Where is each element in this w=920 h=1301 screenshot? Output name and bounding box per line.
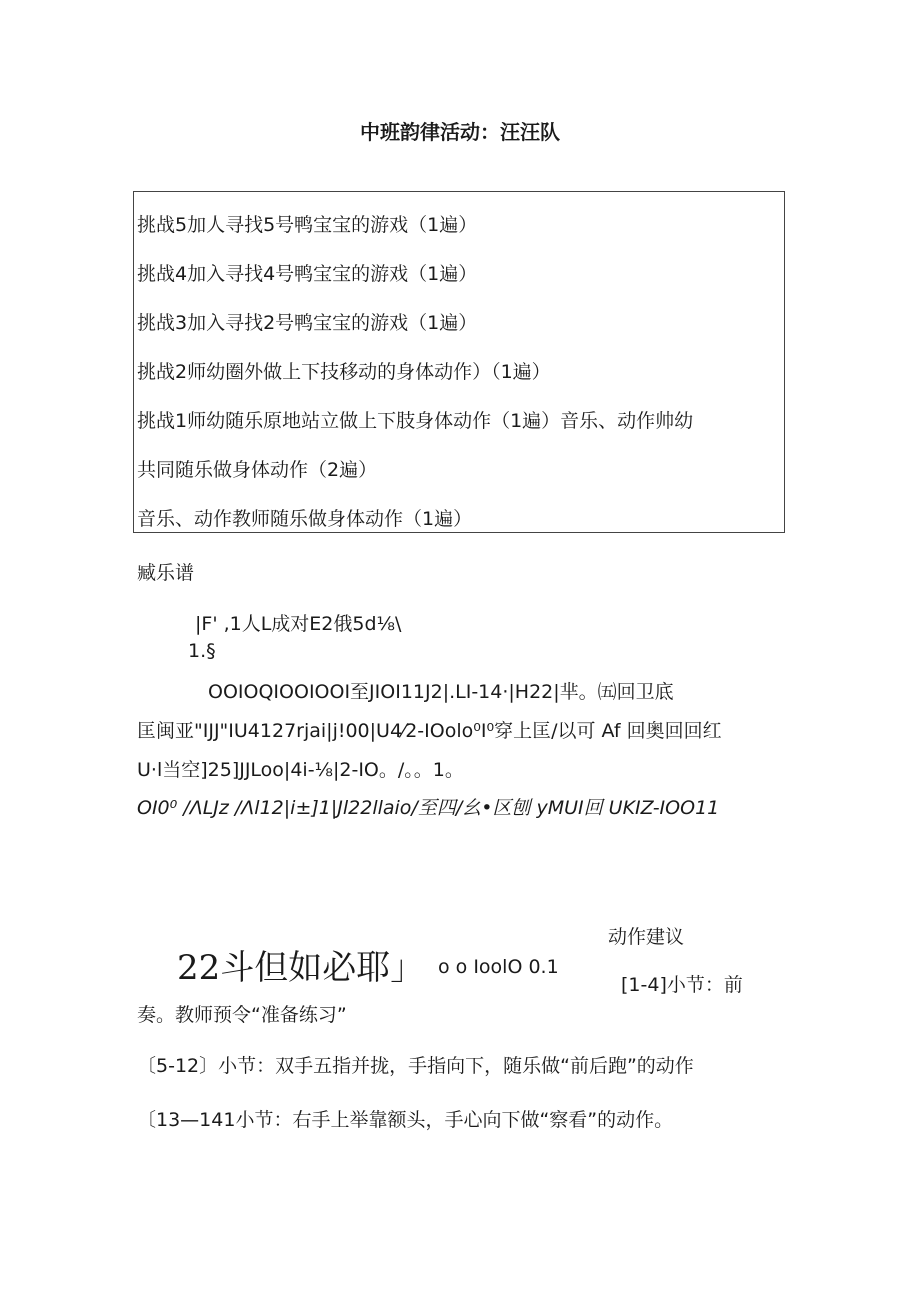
step-line: 挑战3加入寻找2号鸭宝宝的游戏（1遍） bbox=[137, 312, 478, 334]
page-title: 中班韵律活动：汪汪队 bbox=[360, 120, 560, 144]
step-line: 挑战5加人寻找5号鸭宝宝的游戏（1遍） bbox=[137, 214, 478, 236]
suggestion-paragraph: 〔5-12〕小节：双手五指并拢，手指向下，随乐做“前后跑”的动作 bbox=[137, 1055, 694, 1077]
suggestion-first-line: [1-4]小节：前 bbox=[621, 974, 743, 996]
score-line: OI0⁰ /ΛLJz /Λl12|i±]1|Jl22llaio/至四/幺•区刨 yMUI回 UKIZ-IOO11 bbox=[137, 797, 720, 819]
handwritten-score: 22斗但如必耶」 bbox=[177, 948, 425, 988]
score-line: 匡闽亚"IJJ"IU4127rjai|j!00|U4⁄2-IOolo⁰I⁰穿上匡/以可 Af 回奥回回红 bbox=[137, 720, 722, 742]
step-line: 挑战1师幼随乐原地站立做上下肢身体动作（1遍）音乐、动作帅幼 bbox=[137, 410, 694, 432]
step-line: 挑战4加入寻找4号鸭宝宝的游戏（1遍） bbox=[137, 263, 478, 285]
step-line: 挑战2师幼圈外做上下技移动的身体动作）（1遍） bbox=[137, 361, 551, 383]
step-line: 共同随乐做身体动作（2遍） bbox=[137, 459, 378, 481]
score-line: OOIOQIOOIOOI至JIOI11J2|.LI-14·|H22|芈。㈤回卫底 bbox=[208, 681, 674, 703]
score-line: |F' ,1人L成对E2俄5d⅛\ bbox=[195, 613, 402, 635]
score-heading: 臧乐谱 bbox=[137, 562, 195, 584]
score-line: 1.§ bbox=[188, 640, 216, 662]
suggestion-paragraph: 奏。教师预令“准备练习” bbox=[137, 1004, 347, 1026]
step-line: 音乐、动作教师随乐做身体动作（1遍） bbox=[137, 508, 473, 530]
score-line: U·l当空]25]JJLoo|4i-⅛|2-IO。/。。1。 bbox=[137, 759, 464, 781]
suggestion-paragraph: 〔13—141小节：右手上举靠额头，手心向下做“察看”的动作。 bbox=[137, 1109, 674, 1131]
score-tail: o o IoolO 0.1 bbox=[438, 956, 559, 978]
suggestion-title: 动作建议 bbox=[608, 926, 685, 948]
